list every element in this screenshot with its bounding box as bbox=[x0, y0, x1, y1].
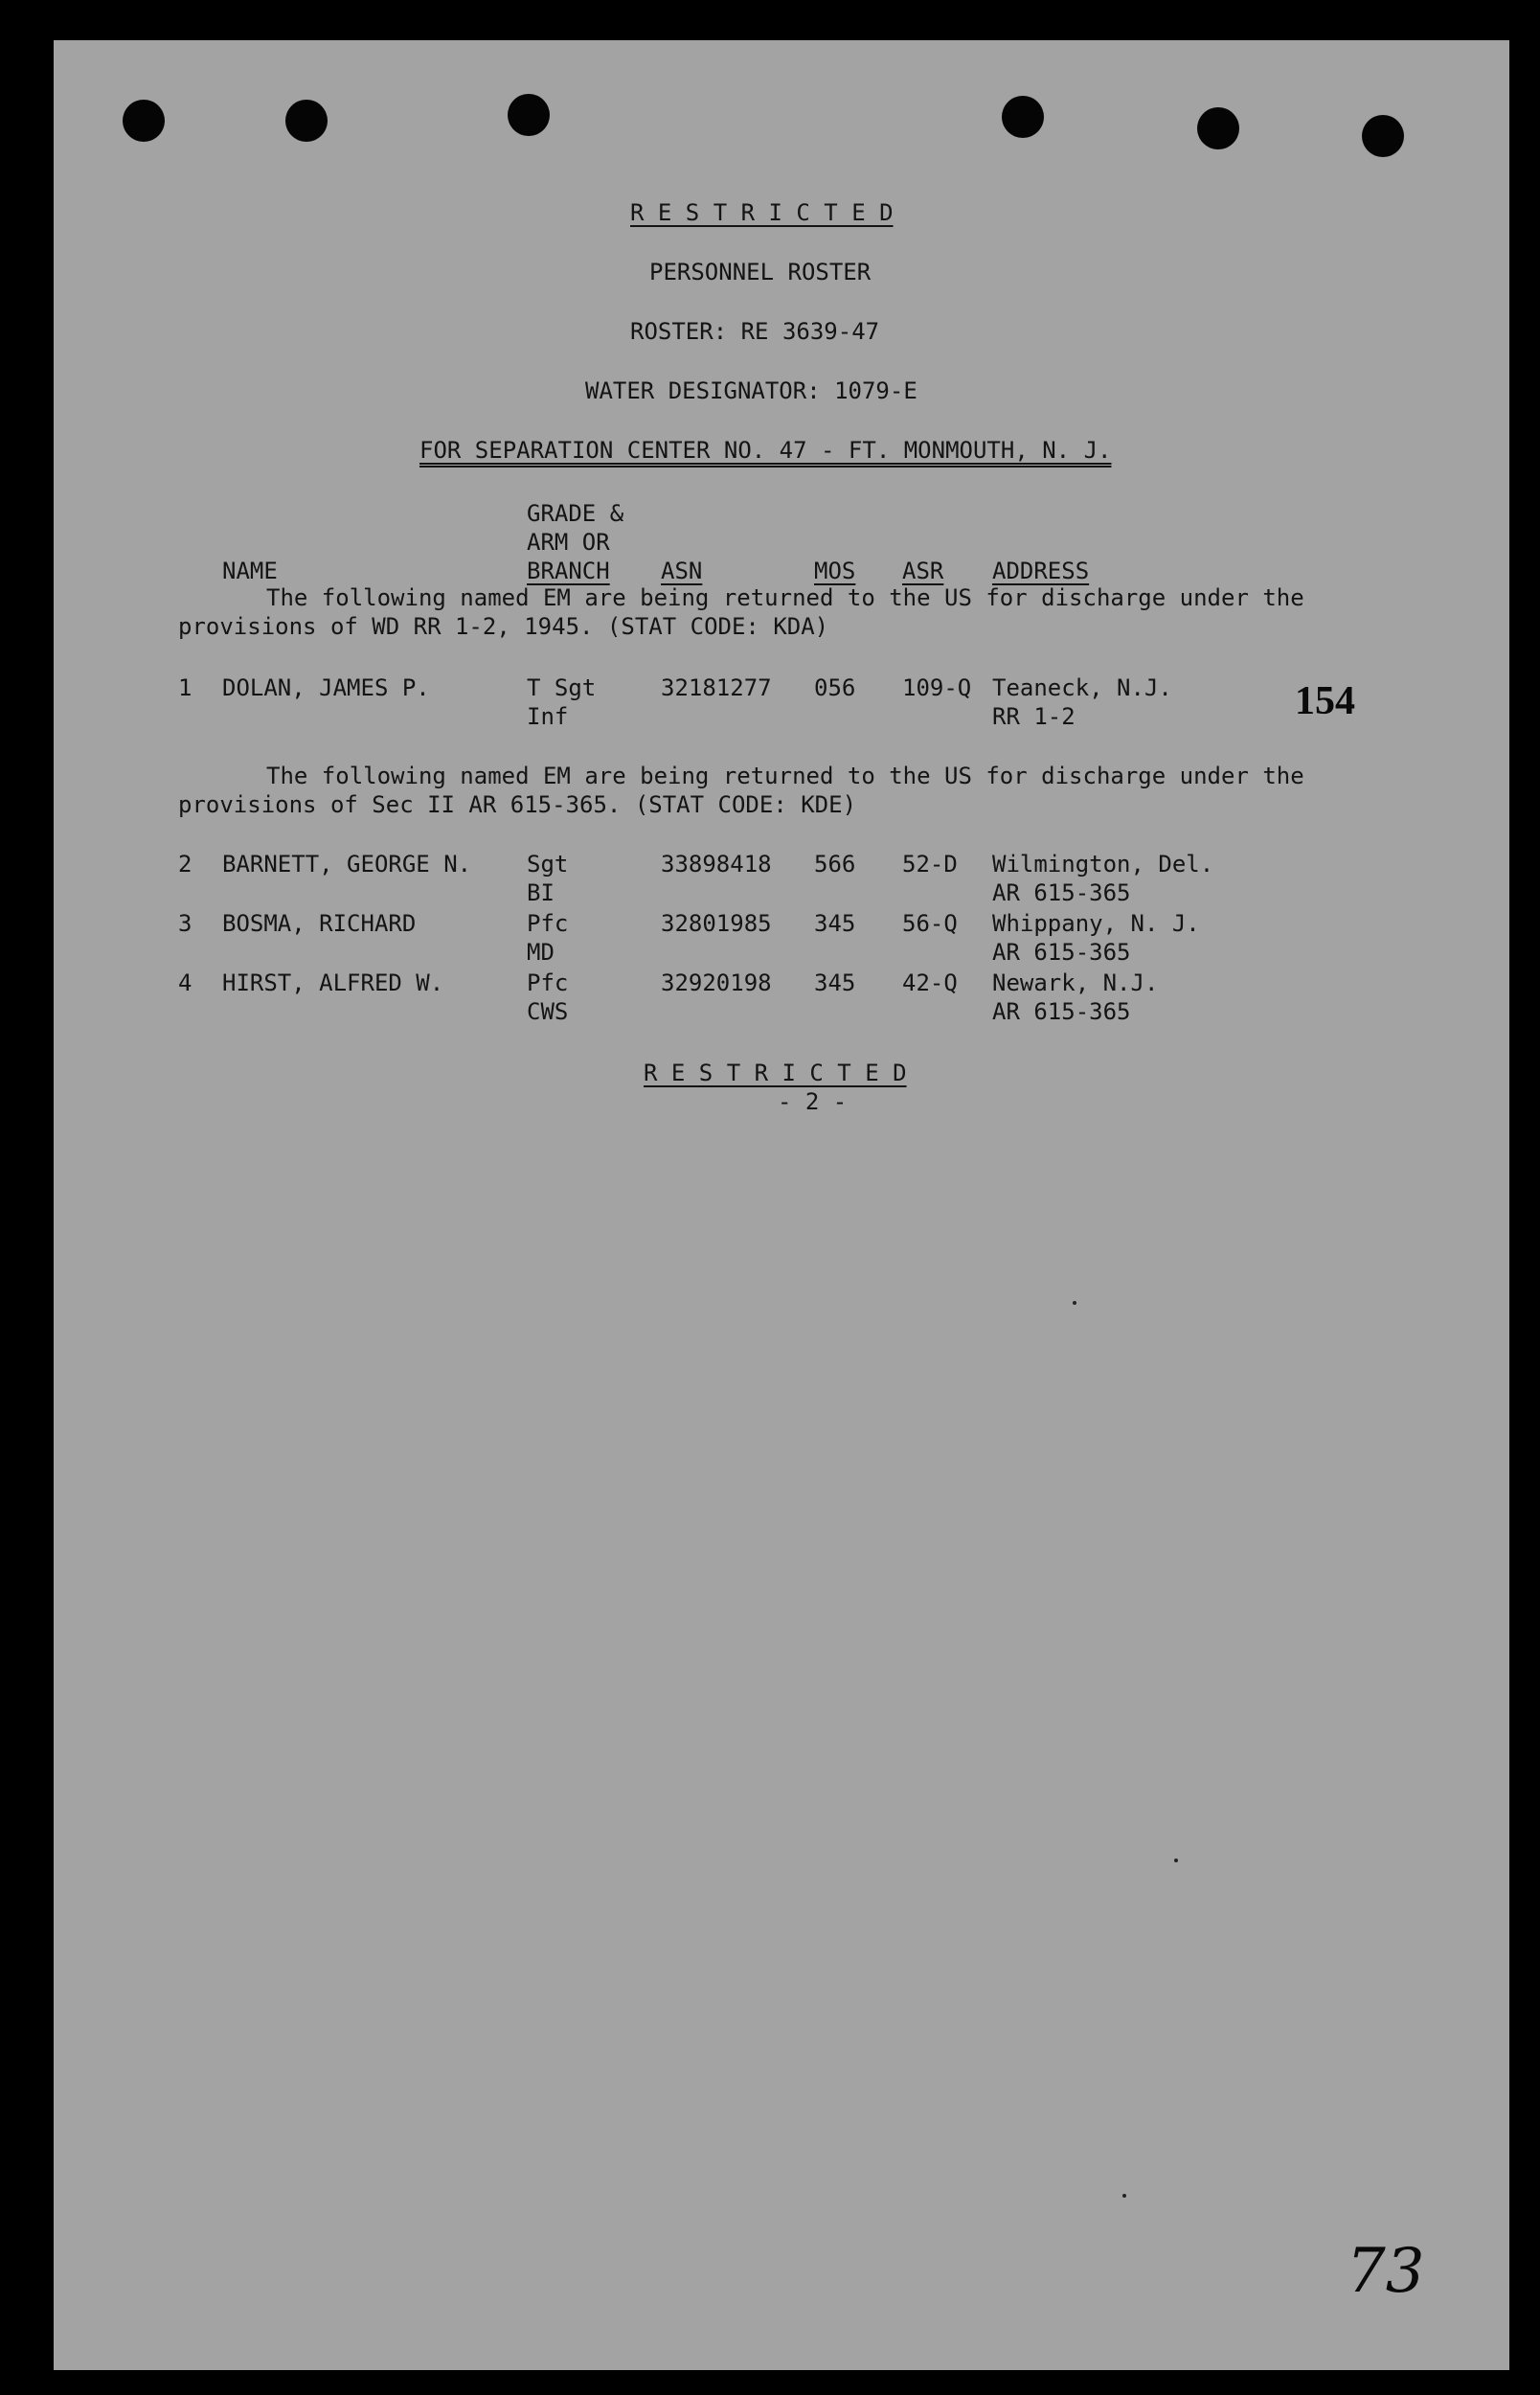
col-grade-line2: ARM OR bbox=[527, 529, 610, 556]
row-name: HIRST, ALFRED W. bbox=[222, 969, 444, 996]
row-address: Teaneck, N.J. bbox=[992, 674, 1172, 701]
punch-hole bbox=[1002, 96, 1044, 138]
row-branch: CWS bbox=[527, 998, 569, 1025]
row-asn: 32920198 bbox=[661, 969, 772, 996]
row-branch: BI bbox=[527, 879, 555, 906]
row-mos: 345 bbox=[814, 910, 856, 937]
row-authority: RR 1-2 bbox=[992, 703, 1076, 730]
water-designator: WATER DESIGNATOR: 1079-E bbox=[585, 377, 917, 404]
row-name: DOLAN, JAMES P. bbox=[222, 674, 430, 701]
row-branch: Inf bbox=[527, 703, 569, 730]
row-asn: 32181277 bbox=[661, 674, 772, 701]
col-address: ADDRESS bbox=[992, 558, 1090, 584]
row-number: 1 bbox=[178, 674, 192, 701]
page-title: PERSONNEL ROSTER bbox=[649, 259, 872, 285]
row-asr: 52-D bbox=[902, 851, 958, 878]
classification-bottom: R E S T R I C T E D bbox=[644, 1060, 907, 1086]
row-number: 4 bbox=[178, 969, 192, 996]
row-authority: AR 615-365 bbox=[992, 879, 1131, 906]
page-number: - 2 - bbox=[778, 1088, 848, 1115]
row-asr: 109-Q bbox=[902, 674, 972, 701]
row-address: Wilmington, Del. bbox=[992, 851, 1214, 878]
col-asr: ASR bbox=[902, 558, 944, 584]
row-name: BARNETT, GEORGE N. bbox=[222, 851, 472, 878]
page-stamp-number: 154 bbox=[1295, 679, 1355, 723]
scan-speck bbox=[1073, 1301, 1076, 1305]
row-grade: Pfc bbox=[527, 910, 569, 937]
punch-hole bbox=[285, 100, 328, 142]
col-name: NAME bbox=[222, 558, 278, 584]
section-2-intro-line2: provisions of Sec II AR 615-365. (STAT CODE: KDE) bbox=[178, 791, 857, 818]
section-1-intro-line1: The following named EM are being returned to the US for discharge under the bbox=[266, 584, 1304, 611]
handwritten-page-number: 73 bbox=[1347, 2236, 1425, 2307]
row-name: BOSMA, RICHARD bbox=[222, 910, 417, 937]
row-grade: Pfc bbox=[527, 969, 569, 996]
punch-hole bbox=[123, 100, 165, 142]
document-page bbox=[54, 40, 1509, 2370]
row-address: Newark, N.J. bbox=[992, 969, 1159, 996]
row-grade: T Sgt bbox=[527, 674, 597, 701]
row-branch: MD bbox=[527, 939, 555, 966]
col-grade-line1: GRADE & bbox=[527, 500, 624, 527]
section-2-intro-line1: The following named EM are being returned to the US for discharge under the bbox=[266, 763, 1304, 789]
row-number: 3 bbox=[178, 910, 192, 937]
row-number: 2 bbox=[178, 851, 192, 878]
row-mos: 566 bbox=[814, 851, 856, 878]
row-grade: Sgt bbox=[527, 851, 569, 878]
row-authority: AR 615-365 bbox=[992, 998, 1131, 1025]
col-grade-line3: BRANCH bbox=[527, 558, 610, 584]
row-mos: 056 bbox=[814, 674, 856, 701]
punch-hole bbox=[1362, 115, 1404, 157]
destination-line: FOR SEPARATION CENTER NO. 47 - FT. MONMOUTH, N. J. bbox=[419, 437, 1112, 464]
row-asr: 42-Q bbox=[902, 969, 958, 996]
row-asr: 56-Q bbox=[902, 910, 958, 937]
classification-top: R E S T R I C T E D bbox=[630, 199, 894, 226]
row-asn: 32801985 bbox=[661, 910, 772, 937]
scan-speck bbox=[1122, 2194, 1126, 2198]
col-mos: MOS bbox=[814, 558, 856, 584]
col-asn: ASN bbox=[661, 558, 703, 584]
row-asn: 33898418 bbox=[661, 851, 772, 878]
scan-speck bbox=[1174, 1859, 1178, 1862]
roster-number: ROSTER: RE 3639-47 bbox=[630, 318, 880, 345]
row-address: Whippany, N. J. bbox=[992, 910, 1200, 937]
punch-hole bbox=[1197, 107, 1239, 149]
row-mos: 345 bbox=[814, 969, 856, 996]
section-1-intro-line2: provisions of WD RR 1-2, 1945. (STAT CODE: KDA) bbox=[178, 613, 829, 640]
row-authority: AR 615-365 bbox=[992, 939, 1131, 966]
punch-hole bbox=[508, 94, 550, 136]
